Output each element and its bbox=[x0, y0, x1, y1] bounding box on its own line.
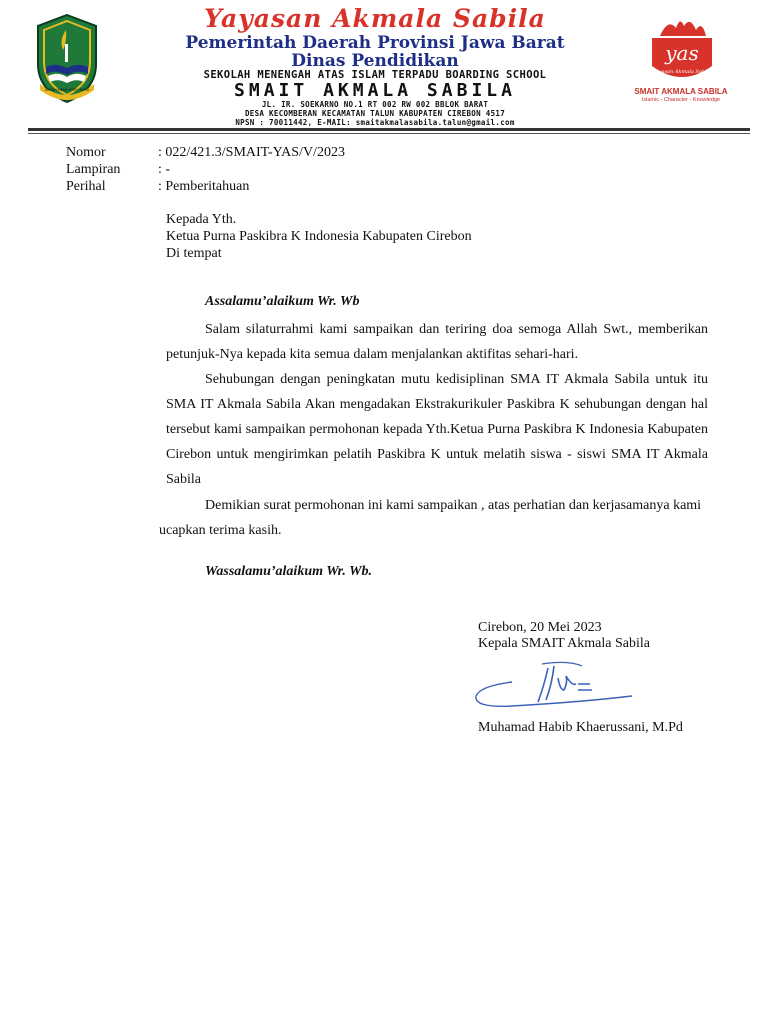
department-name: Dinas Pendidikan bbox=[291, 51, 459, 71]
west-java-emblem bbox=[32, 12, 102, 104]
letterhead-divider-thin bbox=[28, 133, 750, 134]
foundation-name: Yayasan Akmala Sabila bbox=[204, 4, 546, 33]
signer-position: Kepala SMAIT Akmala Sabila bbox=[478, 636, 650, 651]
recipient-name: Ketua Purna Paskibra K Indonesia Kabupaten Cirebon bbox=[166, 229, 472, 244]
yas-monogram: yas bbox=[665, 41, 699, 65]
meta-value: : 022/421.3/SMAIT-YAS/V/2023 bbox=[158, 145, 345, 160]
meta-label: Perihal bbox=[66, 179, 106, 194]
paragraph-request: Sehubungan dengan peningkatan mutu kedisiplinan SMA IT Akmala Sabila untuk itu SMA IT Akmala Sabila Akan mengadakan Ekstrakurikuler Paskibra K sehubungan dengan hal tersebut kami sampaikan permohonan kepada Yth.Ketua Purna Paskibra K Indonesia Kabupaten Cirebon untuk mengirimkan pelatih Paskibra K untuk melatih siswa - siswi SMA IT Akmala Sabila bbox=[166, 372, 708, 487]
paragraph-closing: Demikian surat permohonan ini kami sampaikan , atas perhatian dan kerjasamanya kami ucapkan terima kasih. bbox=[159, 498, 702, 538]
government-name: Pemerintah Daerah Provinsi Jawa Barat bbox=[185, 33, 565, 53]
place-date: Cirebon, 20 Mei 2023 bbox=[478, 620, 602, 635]
emblem-motto: GEMAH RIPAH REPEH RAPIH bbox=[44, 88, 90, 92]
meta-value: : Pemberitahuan bbox=[158, 179, 250, 194]
signer-name: Muhamad Habib Khaerussani, M.Pd bbox=[478, 720, 683, 735]
school-address-line2: DESA KECOMBERAN KECAMATAN TALUN KABUPATEN CIREBON 4517 bbox=[244, 109, 506, 118]
school-address-line1: JL. IR. SOEKARNO NO.1 RT 002 RW 002 BBLOK BARAT bbox=[261, 100, 489, 109]
letterhead-divider-thick bbox=[28, 128, 750, 131]
school-contact: NPSN : 70011442, E-MAIL: smaitakmalasabila.talun@gmail.com bbox=[235, 118, 515, 127]
closing-greeting: Wassalamu’alaikum Wr. Wb. bbox=[205, 564, 373, 579]
meta-label: Nomor bbox=[66, 145, 106, 160]
paragraph-greeting: Salam silaturrahmi kami sampaikan dan teriring doa semoga Allah Swt., memberikan petunjuk-Nya kepada kita semua dalam menjalankan aktifitas sehari-hari. bbox=[166, 322, 708, 362]
recipient-location: Di tempat bbox=[166, 246, 222, 261]
handwritten-signature bbox=[472, 660, 642, 712]
yas-logo-tagline: Islamic - Character - Knowledge bbox=[641, 97, 721, 103]
yas-logo-school-name: SMAIT AKMALA SABILA bbox=[634, 87, 728, 96]
school-name: SMAIT AKMALA SABILA bbox=[234, 80, 516, 101]
opening-greeting: Assalamu’alaikum Wr. Wb bbox=[205, 294, 360, 309]
school-level: SEKOLAH MENENGAH ATAS ISLAM TERPADU BOARDING SCHOOL bbox=[203, 69, 547, 81]
recipient-salutation: Kepada Yth. bbox=[166, 212, 237, 227]
yas-script: Yayasan Akmala Sabila bbox=[652, 69, 712, 75]
meta-label: Lampiran bbox=[66, 162, 121, 177]
recipient-block bbox=[166, 211, 472, 262]
meta-value: : - bbox=[158, 162, 171, 177]
